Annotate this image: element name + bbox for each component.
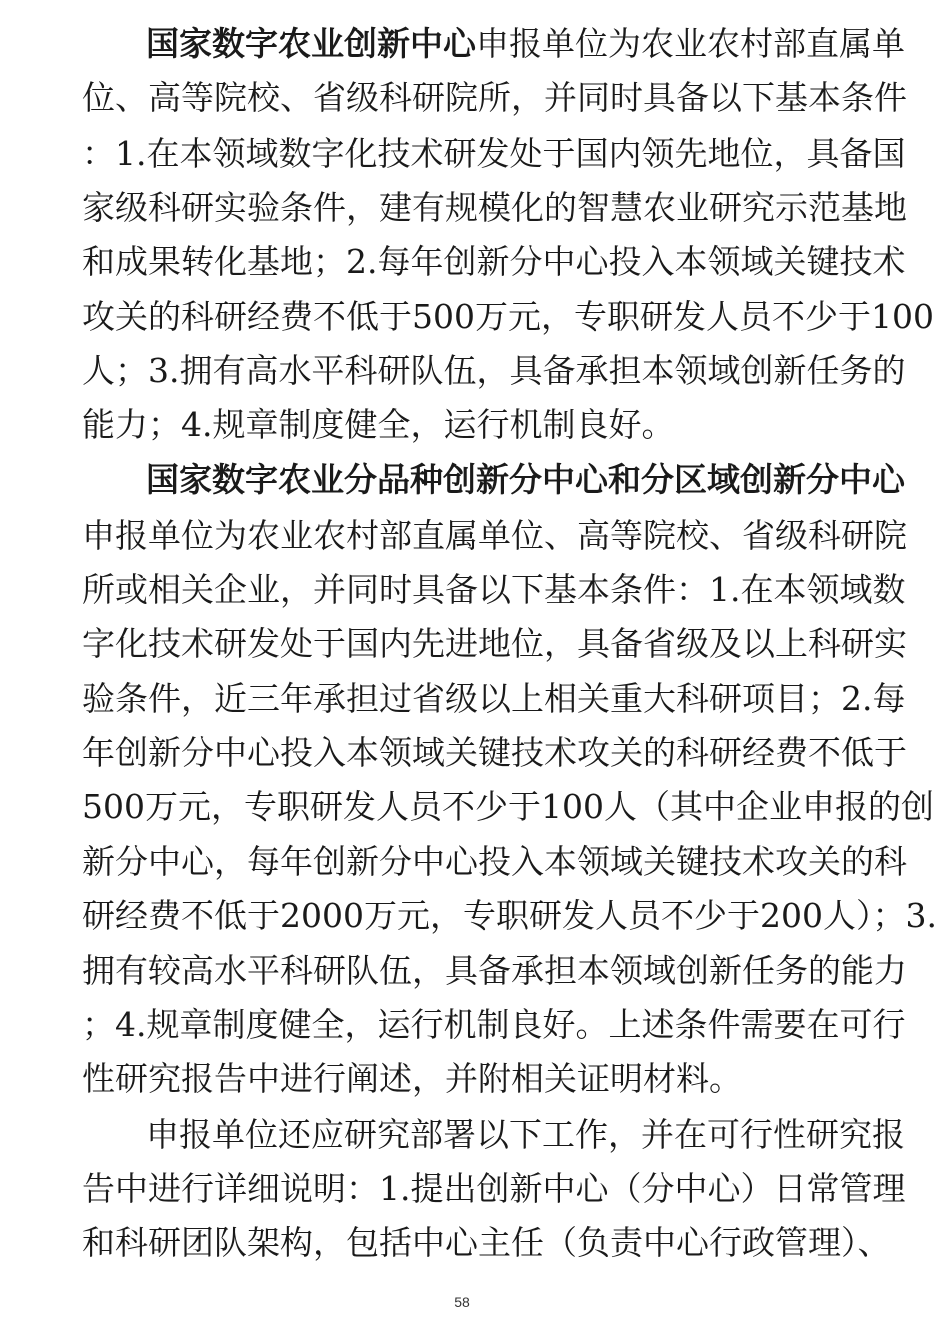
paragraph-2-line-8: 研经费不低于2000万元，专职研发人员不少于200人）；3. <box>82 896 937 935</box>
paragraph-2-line-7: 新分中心，每年创新分中心投入本领域关键技术攻关的科 <box>82 842 907 881</box>
paragraph-1-line-2: 位、高等院校、省级科研院所，并同时具备以下基本条件 <box>82 78 907 117</box>
paragraph-1-heading: 国家数字农业创新中心 <box>146 24 476 63</box>
paragraph-2-heading: 国家数字农业分品种创新分中心和分区域创新分中心 <box>146 460 905 499</box>
paragraph-1-line-1 <box>146 24 905 64</box>
paragraph-2-line-2: 所或相关企业，并同时具备以下基本条件：1.在本领域数 <box>82 570 906 609</box>
paragraph-1-line-1-text: 申报单位为农业农村部直属单 <box>476 24 905 63</box>
paragraph-2-line-5: 年创新分中心投入本领域关键技术攻关的科研经费不低于 <box>82 733 907 772</box>
paragraph-2-line-9: 拥有较高水平科研队伍，具备承担本领域创新任务的能力 <box>82 951 907 990</box>
paragraph-3-line-3: 和科研团队架构，包括中心主任（负责中心行政管理）、 <box>82 1223 891 1262</box>
paragraph-2-line-6: 500万元，专职研发人员不少于100人（其中企业申报的创 <box>82 787 934 826</box>
paragraph-2-line-4: 验条件，近三年承担过省级以上相关重大科研项目；2.每 <box>82 679 906 718</box>
page-number: 58 <box>454 1294 470 1310</box>
paragraph-2-line-11: 性研究报告中进行阐述，并附相关证明材料。 <box>82 1059 742 1098</box>
paragraph-2-line-10: ；4.规章制度健全，运行机制良好。上述条件需要在可行 <box>82 1005 906 1044</box>
paragraph-1-line-6: 攻关的科研经费不低于500万元，专职研发人员不少于100 <box>82 297 934 336</box>
paragraph-2-line-1: 申报单位为农业农村部直属单位、高等院校、省级科研院 <box>82 516 907 555</box>
paragraph-1-line-7: 人；3.拥有高水平科研队伍，具备承担本领域创新任务的 <box>82 351 906 390</box>
paragraph-1-line-8: 能力；4.规章制度健全，运行机制良好。 <box>82 405 675 444</box>
paragraph-1-line-4: 家级科研实验条件，建有规模化的智慧农业研究示范基地 <box>82 188 907 227</box>
paragraph-3-line-2: 告中进行详细说明：1.提出创新中心（分中心）日常管理 <box>82 1169 906 1208</box>
paragraph-3-line-1: 申报单位还应研究部署以下工作，并在可行性研究报 <box>146 1115 905 1154</box>
paragraph-1-line-5: 和成果转化基地；2.每年创新分中心投入本领域关键技术 <box>82 242 906 281</box>
paragraph-2-line-3: 字化技术研发处于国内先进地位，具备省级及以上科研实 <box>82 624 907 663</box>
paragraph-1-line-3: ：1.在本领域数字化技术研发处于国内领先地位，具备国 <box>82 134 906 173</box>
